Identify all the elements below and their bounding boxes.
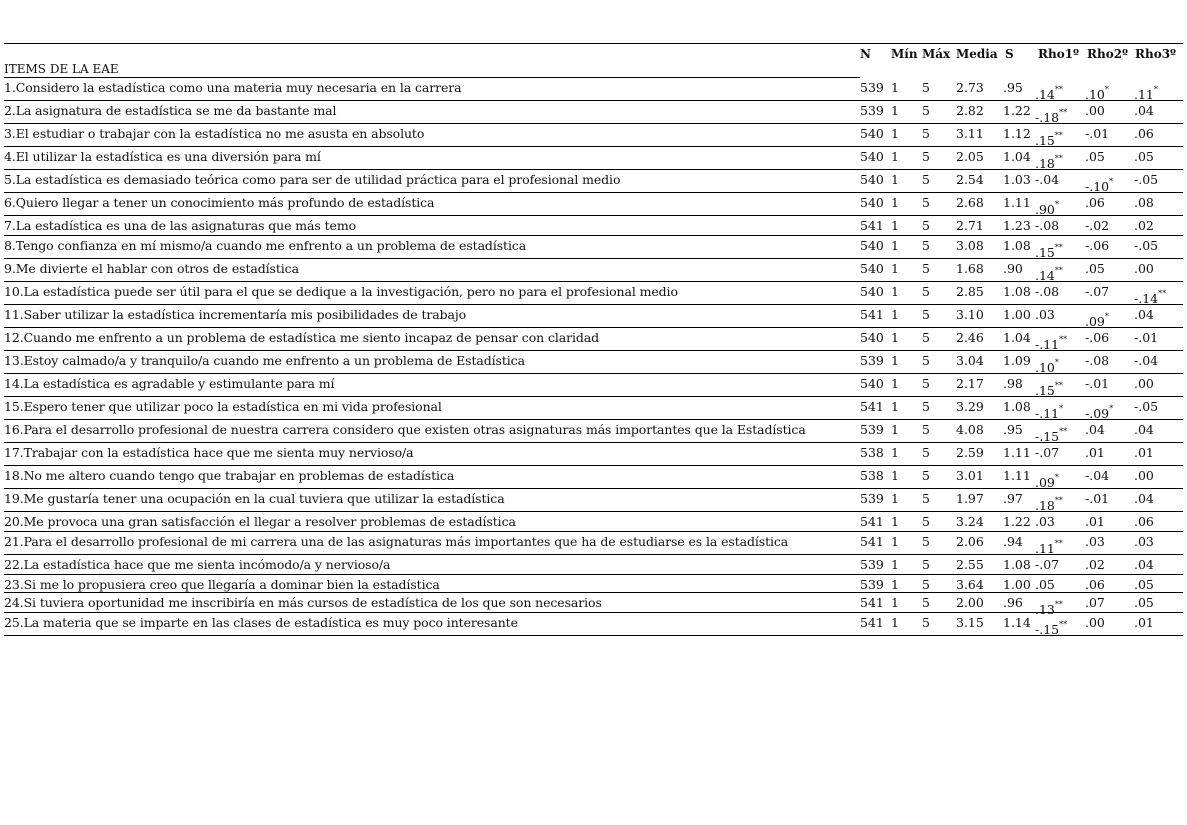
table-row (4, 282, 1183, 305)
header-max: Máx (922, 47, 951, 61)
cell-min: 1 (891, 238, 899, 253)
cell-max: 5 (922, 172, 930, 187)
cell-mean: 2.00 (956, 595, 984, 610)
cell-min: 1 (891, 399, 899, 414)
cell-min: 1 (891, 261, 899, 276)
cell-min: 1 (891, 445, 899, 460)
item-text: 22.La estadística hace que me sienta incómodo/a y nervioso/a (4, 557, 391, 572)
cell-max: 5 (922, 577, 930, 592)
significance-mark: * (1109, 177, 1114, 186)
cell-sd: 1.22 (1003, 514, 1031, 529)
cell-rho1: -.11** (1035, 335, 1068, 352)
significance-mark: ** (1054, 496, 1063, 505)
cell-max: 5 (922, 468, 930, 483)
item-text: 20.Me provoca una gran satisfacción el llegar a resolver problemas de estadística (4, 514, 516, 529)
cell-sd: 1.09 (1003, 353, 1031, 368)
items-section-label: ITEMS DE LA EAE (4, 62, 860, 78)
cell-sd: .94 (1003, 534, 1023, 549)
cell-rho2: .07 (1085, 595, 1105, 610)
cell-max: 5 (922, 615, 930, 630)
table-row (4, 443, 1183, 466)
cell-n: 539 (860, 557, 884, 572)
cell-min: 1 (891, 577, 899, 592)
cell-max: 5 (922, 422, 930, 437)
cell-mean: 2.54 (956, 172, 984, 187)
cell-rho2: .02 (1085, 557, 1105, 572)
cell-min: 1 (891, 218, 899, 233)
cell-rho2: -.08 (1085, 353, 1110, 368)
cell-sd: 1.00 (1003, 577, 1031, 592)
significance-mark: * (1153, 85, 1158, 94)
table-row (4, 466, 1183, 489)
cell-sd: 1.04 (1003, 330, 1031, 345)
cell-rho3: .03 (1134, 534, 1154, 549)
cell-rho2: -.01 (1085, 376, 1110, 391)
cell-rho3: -.04 (1134, 353, 1159, 368)
cell-sd: 1.00 (1003, 307, 1031, 322)
cell-sd: .97 (1003, 491, 1023, 506)
table-row (4, 101, 1183, 124)
header-rho3: Rho3º (1135, 47, 1177, 61)
cell-rho2: .05 (1085, 261, 1105, 276)
cell-sd: .95 (1003, 422, 1023, 437)
table-row (4, 374, 1183, 397)
cell-max: 5 (922, 80, 930, 95)
cell-mean: 2.82 (956, 103, 984, 118)
cell-rho1: .09* (1035, 473, 1059, 490)
cell-rho2: .09* (1085, 312, 1109, 329)
cell-rho1: -.18** (1035, 108, 1068, 125)
cell-sd: 1.08 (1003, 238, 1031, 253)
cell-min: 1 (891, 595, 899, 610)
cell-rho3: .04 (1134, 557, 1154, 572)
cell-n: 541 (860, 399, 884, 414)
cell-rho1: .10* (1035, 358, 1059, 375)
cell-mean: 2.68 (956, 195, 984, 210)
cell-mean: 2.06 (956, 534, 984, 549)
cell-rho3: .00 (1134, 261, 1154, 276)
cell-rho1: .14** (1035, 85, 1063, 102)
top-rule (4, 43, 1183, 44)
significance-mark: ** (1059, 620, 1068, 629)
header-sd: S (1005, 47, 1014, 61)
cell-rho2: -.01 (1085, 126, 1110, 141)
item-text: 1.Considero la estadística como una materia muy necesaria en la carrera (4, 80, 462, 95)
cell-mean: 2.05 (956, 149, 984, 164)
cell-rho1: -.15** (1035, 427, 1068, 444)
cell-rho1: -.04 (1035, 172, 1060, 187)
cell-rho2: -.06 (1085, 330, 1110, 345)
header-mean: Media (956, 47, 998, 61)
item-text: 8.Tengo confianza en mí mismo/a cuando me enfrento a un problema de estadística (4, 238, 527, 253)
cell-n: 540 (860, 284, 884, 299)
cell-rho1: .13** (1035, 600, 1063, 617)
cell-max: 5 (922, 126, 930, 141)
cell-min: 1 (891, 534, 899, 549)
significance-mark: ** (1054, 154, 1063, 163)
cell-min: 1 (891, 172, 899, 187)
cell-rho2: -.01 (1085, 491, 1110, 506)
item-text: 3.El estudiar o trabajar con la estadística no me asusta en absoluto (4, 126, 425, 141)
cell-mean: 2.71 (956, 218, 984, 233)
cell-rho2: .06 (1085, 195, 1105, 210)
cell-sd: 1.08 (1003, 284, 1031, 299)
cell-min: 1 (891, 195, 899, 210)
item-text: 15.Espero tener que utilizar poco la estadística en mi vida profesional (4, 399, 442, 414)
cell-min: 1 (891, 376, 899, 391)
cell-n: 540 (860, 149, 884, 164)
cell-n: 539 (860, 353, 884, 368)
cell-rho3: .06 (1134, 514, 1154, 529)
significance-mark: ** (1054, 539, 1063, 548)
table-row (4, 593, 1183, 617)
table-row (4, 532, 1183, 555)
item-text: 11.Saber utilizar la estadística incrementaría mis posibilidades de trabajo (4, 307, 467, 322)
cell-min: 1 (891, 103, 899, 118)
cell-rho3: .00 (1134, 468, 1154, 483)
significance-mark: ** (1059, 427, 1068, 436)
item-text: 7.La estadística es una de las asignaturas que más temo (4, 218, 357, 233)
cell-n: 539 (860, 491, 884, 506)
significance-mark: * (1104, 85, 1109, 94)
cell-max: 5 (922, 445, 930, 460)
cell-sd: 1.23 (1003, 218, 1031, 233)
cell-max: 5 (922, 284, 930, 299)
cell-rho1: .14** (1035, 266, 1063, 283)
table-row (4, 78, 1183, 101)
significance-mark: ** (1158, 289, 1167, 298)
item-text: 4.El utilizar la estadística es una diversión para mí (4, 149, 321, 164)
cell-n: 539 (860, 80, 884, 95)
cell-rho3: .08 (1134, 195, 1154, 210)
table-row (4, 489, 1183, 512)
item-text: 19.Me gustaría tener una ocupación en la cual tuviera que utilizar la estadística (4, 491, 505, 506)
cell-rho3: .01 (1134, 615, 1154, 630)
item-text: 2.La asignatura de estadística se me da bastante mal (4, 103, 337, 118)
cell-max: 5 (922, 238, 930, 253)
cell-mean: 3.04 (956, 353, 984, 368)
cell-rho2: -.09* (1085, 404, 1114, 421)
cell-max: 5 (922, 195, 930, 210)
cell-n: 541 (860, 218, 884, 233)
cell-n: 539 (860, 577, 884, 592)
cell-n: 540 (860, 238, 884, 253)
cell-rho2: .04 (1085, 422, 1105, 437)
cell-rho1: -.11* (1035, 404, 1064, 421)
cell-rho2: -.07 (1085, 284, 1110, 299)
cell-max: 5 (922, 514, 930, 529)
significance-mark: * (1054, 473, 1059, 482)
header-min: Mín (891, 47, 918, 61)
significance-mark: ** (1054, 243, 1063, 252)
cell-sd: 1.03 (1003, 172, 1031, 187)
cell-min: 1 (891, 330, 899, 345)
cell-mean: 3.24 (956, 514, 984, 529)
cell-min: 1 (891, 491, 899, 506)
table-row (4, 555, 1183, 575)
item-text: 5.La estadística es demasiado teórica como para ser de utilidad práctica para el profesional medio (4, 172, 621, 187)
cell-rho1: .11** (1035, 539, 1063, 556)
table-row (4, 259, 1183, 282)
table-row (4, 305, 1183, 328)
cell-min: 1 (891, 557, 899, 572)
cell-max: 5 (922, 261, 930, 276)
cell-n: 541 (860, 615, 884, 630)
cell-sd: 1.08 (1003, 557, 1031, 572)
cell-max: 5 (922, 149, 930, 164)
cell-n: 540 (860, 330, 884, 345)
cell-n: 540 (860, 261, 884, 276)
significance-mark: ** (1054, 600, 1063, 609)
item-text: 21.Para el desarrollo profesional de mi carrera una de las asignaturas más importantes que ha de estudiarse es la estadística (4, 534, 789, 549)
cell-rho3: .04 (1134, 307, 1154, 322)
cell-sd: 1.11 (1003, 468, 1031, 483)
cell-sd: 1.04 (1003, 149, 1031, 164)
cell-max: 5 (922, 376, 930, 391)
cell-max: 5 (922, 103, 930, 118)
cell-n: 540 (860, 126, 884, 141)
table-row (4, 575, 1183, 593)
cell-rho3: .02 (1134, 218, 1154, 233)
cell-rho3: -.05 (1134, 399, 1159, 414)
item-text: 14.La estadística es agradable y estimulante para mí (4, 376, 335, 391)
cell-rho2: -.02 (1085, 218, 1110, 233)
cell-rho1: .15** (1035, 243, 1063, 260)
cell-mean: 2.85 (956, 284, 984, 299)
table-body (4, 78, 1183, 636)
cell-sd: 1.22 (1003, 103, 1031, 118)
cell-rho2: .06 (1085, 577, 1105, 592)
cell-rho1: -.07 (1035, 557, 1060, 572)
cell-rho1: .15** (1035, 381, 1063, 398)
cell-mean: 3.01 (956, 468, 984, 483)
cell-rho3: .06 (1134, 126, 1154, 141)
cell-rho1: .03 (1035, 307, 1055, 322)
cell-min: 1 (891, 353, 899, 368)
cell-rho2: -.06 (1085, 238, 1110, 253)
cell-min: 1 (891, 468, 899, 483)
cell-mean: 3.29 (956, 399, 984, 414)
cell-mean: 4.08 (956, 422, 984, 437)
cell-sd: 1.11 (1003, 195, 1031, 210)
cell-mean: 2.55 (956, 557, 984, 572)
significance-mark: * (1054, 358, 1059, 367)
cell-min: 1 (891, 284, 899, 299)
cell-rho3: -.05 (1134, 172, 1159, 187)
significance-mark: * (1054, 200, 1059, 209)
cell-rho2: -.10* (1085, 177, 1114, 194)
cell-rho1: .05 (1035, 577, 1055, 592)
cell-rho1: -.07 (1035, 445, 1060, 460)
cell-rho3: .01 (1134, 445, 1154, 460)
significance-mark: ** (1054, 266, 1063, 275)
significance-mark: ** (1054, 381, 1063, 390)
cell-mean: 2.17 (956, 376, 984, 391)
cell-mean: 2.59 (956, 445, 984, 460)
item-text: 23.Si me lo propusiera creo que llegaría a dominar bien la estadística (4, 577, 440, 592)
cell-rho1: .18** (1035, 496, 1063, 513)
cell-max: 5 (922, 491, 930, 506)
cell-mean: 1.68 (956, 261, 984, 276)
cell-rho1: .90* (1035, 200, 1059, 217)
cell-rho1: -.15** (1035, 620, 1068, 637)
cell-rho3: -.01 (1134, 330, 1159, 345)
cell-rho3: .05 (1134, 577, 1154, 592)
cell-mean: 3.64 (956, 577, 984, 592)
table-row (4, 397, 1183, 420)
item-text: 13.Estoy calmado/a y tranquilo/a cuando me enfrento a un problema de Estadística (4, 353, 525, 368)
cell-mean: 3.11 (956, 126, 984, 141)
significance-mark: * (1104, 312, 1109, 321)
cell-rho3: .00 (1134, 376, 1154, 391)
cell-n: 541 (860, 307, 884, 322)
significance-mark: ** (1059, 108, 1068, 117)
cell-rho1: -.08 (1035, 284, 1060, 299)
cell-rho2: .10* (1085, 85, 1109, 102)
cell-min: 1 (891, 422, 899, 437)
item-text: 9.Me divierte el hablar con otros de estadística (4, 261, 299, 276)
cell-rho3: .05 (1134, 149, 1154, 164)
cell-n: 538 (860, 445, 884, 460)
cell-n: 540 (860, 172, 884, 187)
cell-rho3: -.14** (1134, 289, 1167, 306)
significance-mark: * (1109, 404, 1114, 413)
cell-max: 5 (922, 330, 930, 345)
cell-min: 1 (891, 307, 899, 322)
cell-sd: .90 (1003, 261, 1023, 276)
header-rho1: Rho1º (1038, 47, 1080, 61)
cell-sd: .98 (1003, 376, 1023, 391)
table-row (4, 147, 1183, 170)
item-text: 16.Para el desarrollo profesional de nuestra carrera considero que existen otras asignaturas más importantes que la Estadística (4, 422, 806, 437)
item-text: 12.Cuando me enfrento a un problema de estadística me siento incapaz de pensar con claridad (4, 330, 600, 345)
item-text: 24.Si tuviera oportunidad me inscribiría en más cursos de estadística de los que son necesarios (4, 595, 602, 610)
cell-mean: 3.08 (956, 238, 984, 253)
cell-n: 539 (860, 103, 884, 118)
cell-rho3: -.05 (1134, 238, 1159, 253)
cell-mean: 2.46 (956, 330, 984, 345)
cell-n: 539 (860, 422, 884, 437)
cell-mean: 1.97 (956, 491, 984, 506)
cell-rho3: .04 (1134, 103, 1154, 118)
cell-max: 5 (922, 353, 930, 368)
cell-rho2: .00 (1085, 615, 1105, 630)
cell-n: 540 (860, 195, 884, 210)
table-row (4, 216, 1183, 236)
header-n: N (860, 47, 871, 61)
cell-min: 1 (891, 149, 899, 164)
cell-min: 1 (891, 126, 899, 141)
cell-rho2: .03 (1085, 534, 1105, 549)
cell-mean: 3.15 (956, 615, 984, 630)
cell-mean: 3.10 (956, 307, 984, 322)
cell-max: 5 (922, 218, 930, 233)
cell-n: 541 (860, 514, 884, 529)
cell-rho2: .00 (1085, 103, 1105, 118)
table-row (4, 170, 1183, 193)
item-text: 18.No me altero cuando tengo que trabajar en problemas de estadística (4, 468, 455, 483)
cell-rho3: .11* (1134, 85, 1158, 102)
cell-max: 5 (922, 595, 930, 610)
table-row (4, 613, 1183, 636)
cell-min: 1 (891, 80, 899, 95)
cell-rho2: -.04 (1085, 468, 1110, 483)
cell-rho1: -.08 (1035, 218, 1060, 233)
cell-rho3: .04 (1134, 491, 1154, 506)
cell-rho2: .01 (1085, 514, 1105, 529)
cell-max: 5 (922, 557, 930, 572)
table-row (4, 124, 1183, 147)
cell-sd: 1.12 (1003, 126, 1031, 141)
cell-rho2: .01 (1085, 445, 1105, 460)
cell-max: 5 (922, 399, 930, 414)
cell-mean: 2.73 (956, 80, 984, 95)
cell-min: 1 (891, 514, 899, 529)
cell-min: 1 (891, 615, 899, 630)
table-row (4, 193, 1183, 216)
significance-mark: ** (1059, 335, 1068, 344)
cell-sd: .95 (1003, 80, 1023, 95)
table-row (4, 328, 1183, 351)
cell-max: 5 (922, 534, 930, 549)
significance-mark: ** (1054, 131, 1063, 140)
table-row (4, 512, 1183, 532)
cell-rho1: .03 (1035, 514, 1055, 529)
cell-sd: 1.08 (1003, 399, 1031, 414)
cell-n: 541 (860, 534, 884, 549)
cell-rho1: .15** (1035, 131, 1063, 148)
cell-max: 5 (922, 307, 930, 322)
table-row (4, 236, 1183, 259)
cell-rho1: .18** (1035, 154, 1063, 171)
significance-mark: * (1059, 404, 1064, 413)
item-text: 25.La materia que se imparte en las clases de estadística es muy poco interesante (4, 615, 518, 630)
item-text: 6.Quiero llegar a tener un conocimiento más profundo de estadística (4, 195, 435, 210)
cell-sd: 1.14 (1003, 615, 1031, 630)
header-rho2: Rho2º (1087, 47, 1129, 61)
table-row (4, 351, 1183, 374)
cell-sd: .96 (1003, 595, 1023, 610)
cell-n: 538 (860, 468, 884, 483)
cell-rho3: .04 (1134, 422, 1154, 437)
cell-rho2: .05 (1085, 149, 1105, 164)
cell-n: 541 (860, 595, 884, 610)
item-text: 10.La estadística puede ser útil para el que se dedique a la investigación, pero no para el profesional medio (4, 284, 678, 299)
item-text: 17.Trabajar con la estadística hace que me sienta muy nervioso/a (4, 445, 414, 460)
significance-mark: ** (1054, 85, 1063, 94)
cell-rho3: .05 (1134, 595, 1154, 610)
table-row (4, 420, 1183, 443)
cell-n: 540 (860, 376, 884, 391)
cell-sd: 1.11 (1003, 445, 1031, 460)
